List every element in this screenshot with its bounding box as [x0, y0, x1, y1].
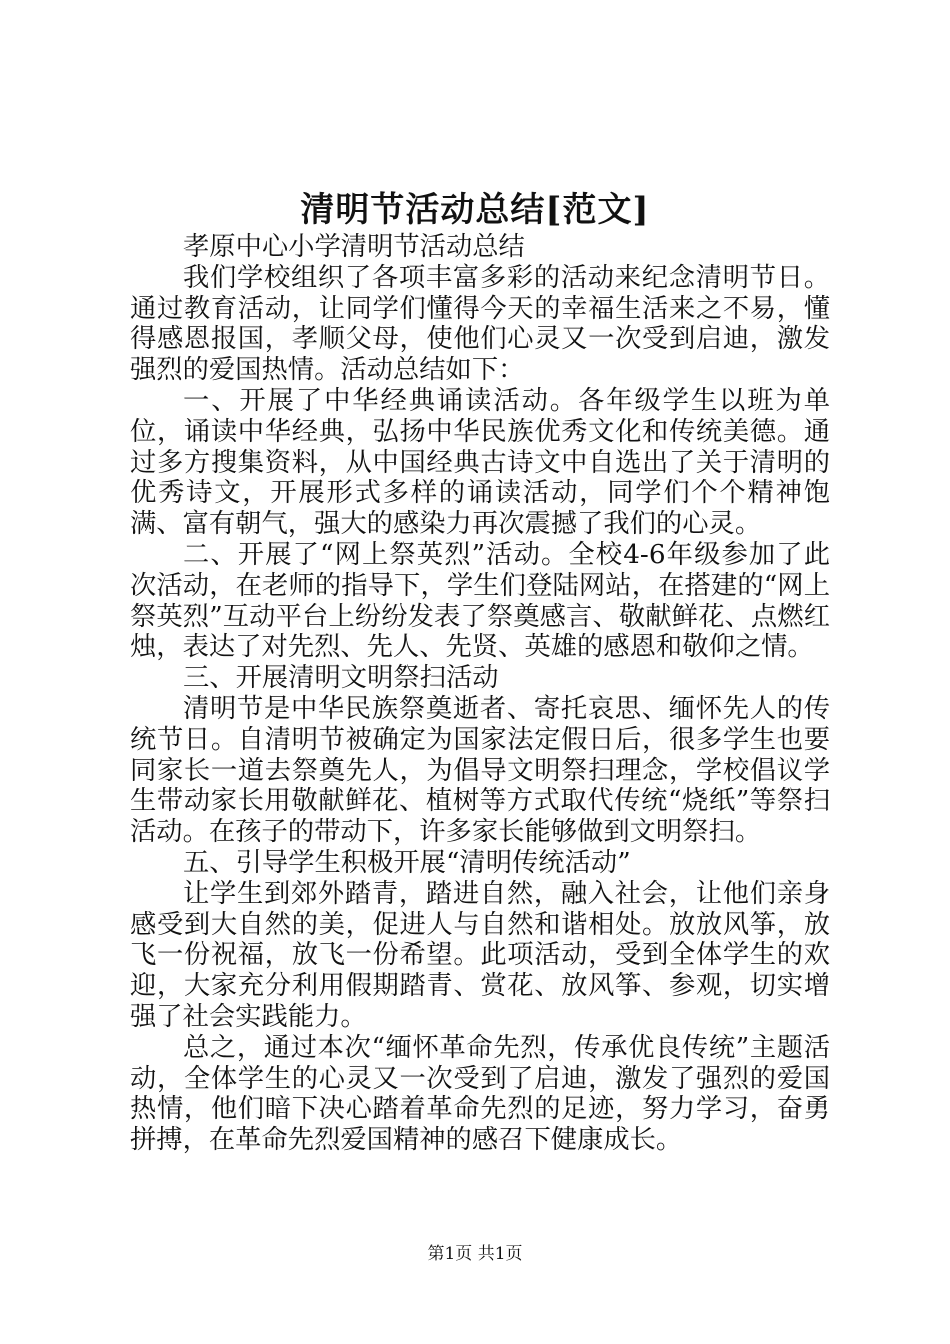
- intro-paragraph: 我们学校组织了各项丰富多彩的活动来纪念清明节日。通过教育活动，让同学们懂得今天的幸福生活来之不易，懂得感恩报国，孝顺父母，使他们心灵又一次受到启迪，激发强烈的爱国热情。活动总结如下：: [130, 262, 830, 386]
- section-three-paragraph: 清明节是中华民族祭奠逝者、寄托哀思、缅怀先人的传统节日。自清明节被确定为国家法定假日后，很多学生也要同家长一道去祭奠先人，为倡导文明祭扫理念，学校倡议学生带动家长用敬献鲜花、植树等方式取代传统“烧纸”等祭扫活动。在孩子的带动下，许多家长能够做到文明祭扫。: [130, 693, 830, 848]
- section-one-paragraph: 一、开展了中华经典诵读活动。各年级学生以班为单位，诵读中华经典，弘扬中华民族优秀文化和传统美德。通过多方搜集资料，从中国经典古诗文中自选出了关于清明的优秀诗文，开展形式多样的诵读活动，同学们个个精神饱满、富有朝气，强大的感染力再次震撼了我们的心灵。: [130, 385, 830, 540]
- section-five-heading: 五、引导学生积极开展“清明传统活动”: [183, 847, 631, 878]
- document-title: 清明节活动总结[范文]: [300, 190, 650, 230]
- page-footer: 第1页 共1页: [427, 1244, 523, 1264]
- subtitle-paragraph: 孝原中心小学清明节活动总结: [183, 232, 525, 262]
- conclusion-paragraph: 总之，通过本次“缅怀革命先烈，传承优良传统”主题活动，全体学生的心灵又一次受到了启迪，激发了强烈的爱国热情，他们暗下决心踏着革命先烈的足迹，努力学习，奋勇拼搏，在革命先烈爱国精神的感召下健康成长。: [130, 1032, 830, 1156]
- section-five-paragraph: 让学生到郊外踏青，踏进自然，融入社会，让他们亲身感受到大自然的美，促进人与自然和谐相处。放放风筝，放飞一份祝福，放飞一份希望。此项活动，受到全体学生的欢迎，大家充分利用假期踏青、赏花、放风筝、参观，切实增强了社会实践能力。: [130, 878, 830, 1032]
- section-three-heading: 三、开展清明文明祭扫活动: [183, 663, 499, 694]
- section-two-paragraph: 二、开展了“网上祭英烈”活动。全校4-6年级参加了此次活动，在老师的指导下，学生们登陆网站，在搭建的“网上祭英烈”互动平台上纷纷发表了祭奠感言、敬献鲜花、点燃红烛，表达了对先烈、先人、先贤、英雄的感恩和敬仰之情。: [130, 539, 830, 663]
- document-body: [130, 232, 830, 1156]
